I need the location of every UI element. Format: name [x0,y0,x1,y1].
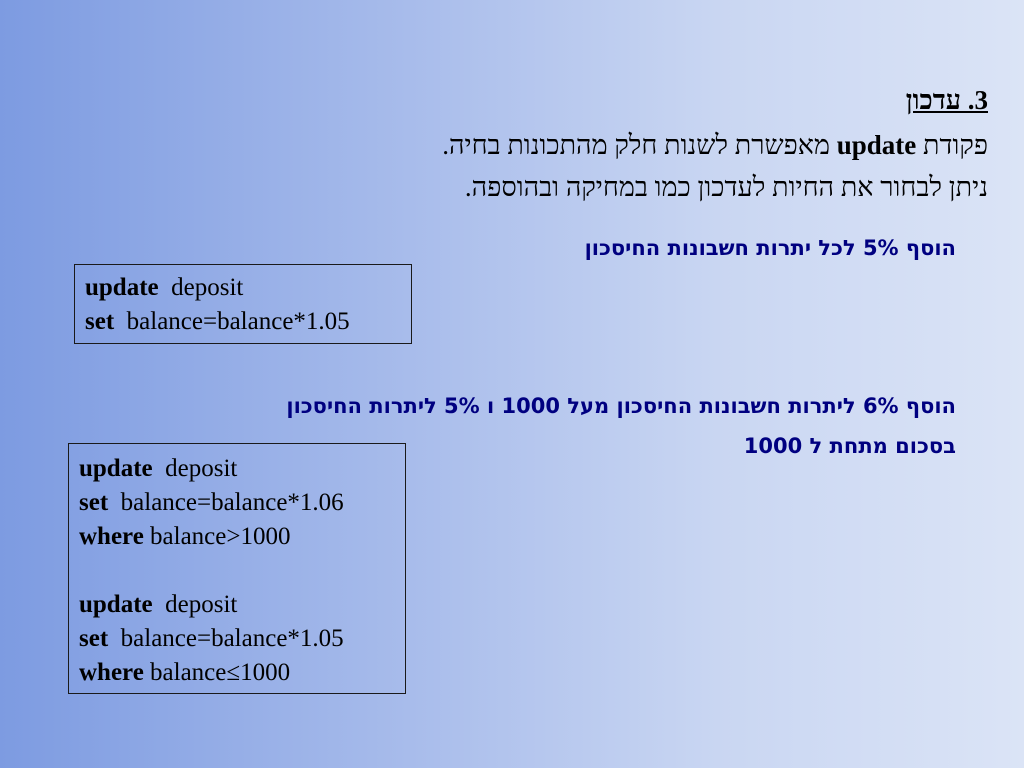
intro-keyword-update: update [836,130,917,160]
code-line [85,305,411,339]
intro-line-2: ניתן לבחור את החיות לעדכון כמו במחיקה ובהוספה. [464,172,988,202]
code-keyword: set [85,308,115,335]
code-line [79,588,405,622]
code-keyword: where [79,523,144,550]
example-2-title-line-2: בסכום מתחת ל 1000 [743,434,956,458]
code-line [79,520,405,554]
code-text: deposit [152,455,238,482]
code-keyword: where [79,659,144,686]
intro-line-1 [442,124,988,166]
code-keyword: set [79,625,109,652]
example-1-code-box [74,264,412,344]
code-keyword: set [79,489,109,516]
code-keyword: update [85,274,159,301]
code-line [79,656,405,690]
example-2-title-line-1: הוסף 6% ליתרות חשבונות החיסכון מעל 1000 ו 5% ליתרות החיסכון [286,394,956,418]
section-heading: 3. עדכון [905,85,988,115]
code-keyword: update [79,591,153,618]
code-text: balance≤1000 [143,659,291,686]
code-text: balance=balance*1.05 [108,625,344,652]
code-line [79,622,405,656]
intro-line-1-after: מאפשרת לשנות חלק מהתכונות בחיה. [442,130,837,160]
example-2-code-box [68,443,406,694]
code-keyword: update [79,455,153,482]
code-text: deposit [158,274,244,301]
code-line [79,452,405,486]
code-text: balance>1000 [143,523,291,550]
code-line-blank [79,554,405,588]
code-line [79,486,405,520]
example-1-title: הוסף 5% לכל יתרות חשבונות החיסכון [584,236,956,260]
intro-line-1-before: פקודת [916,130,988,160]
code-text: balance=balance*1.06 [108,489,344,516]
intro-text [442,124,988,208]
code-line [85,271,411,305]
code-text: deposit [152,591,238,618]
code-text: balance=balance*1.05 [114,308,350,335]
